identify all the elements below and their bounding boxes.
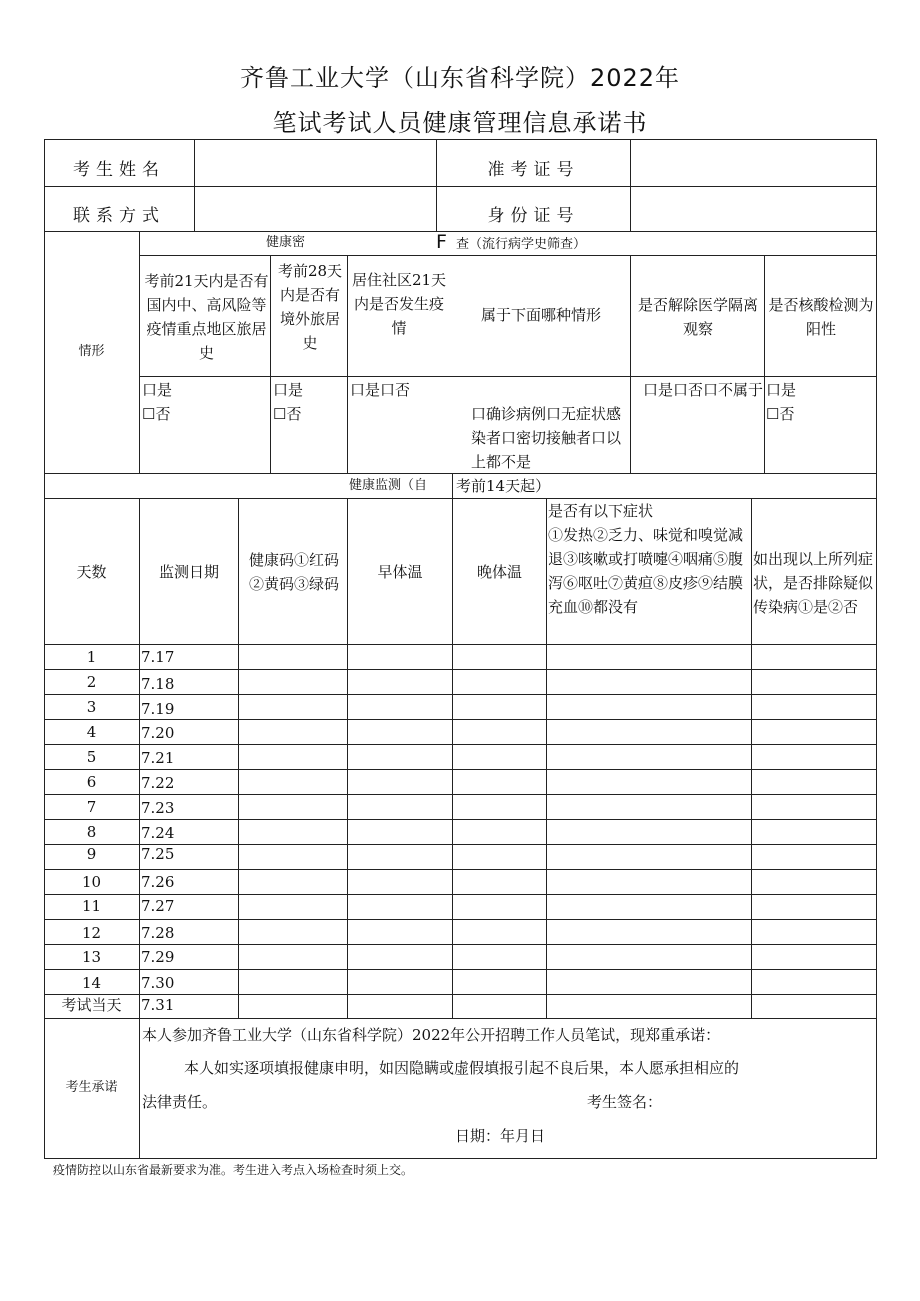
footnote: 疫情防控以山东省最新要求为准。考生进入考点入场检查时须上交。 [53,1163,414,1177]
id-number-label: 身份证号 [487,206,580,226]
question-domestic-travel: 考前21天内是否有国内中、高风险等疫情重点地区旅居史 [144,271,269,362]
question-quarantine-released: 是否解除医学隔离观察 [637,296,758,338]
header-morning-temp: 早体温 [377,562,423,581]
signature-label[interactable]: 考生签名： [587,1093,663,1111]
quarantine-options[interactable]: 口是口否口不属于 [643,381,764,399]
form-title-line1: 齐鲁工业大学（山东省科学院）2022年 [239,64,681,92]
nucleic-positive-yes-option[interactable]: 口是 [766,381,797,399]
row-date: 7.31 [141,996,175,1014]
header-evening-temp: 晚体温 [476,562,522,581]
question-overseas-travel: 考前28天内是否有境外旅居史 [277,262,343,352]
row-date: 7.20 [141,724,175,742]
question-community-outbreak: 居住社区21天内是否发生疫情 [351,271,447,337]
header-symptom-title: 是否有以下症状 [548,502,654,520]
row-day: 5 [86,748,97,766]
row-date: 7.28 [141,924,175,942]
health-banner-mark: F [436,231,447,253]
row-day: 10 [81,873,102,891]
row-day: 4 [86,723,97,741]
pledge-line2: 本人如实逐项填报健康申明，如因隐瞒或虚假填报引起不良后果，本人愿承担相应的 [184,1059,740,1077]
question-case-category: 属于下面哪种情形 [480,306,601,324]
row-day: 3 [86,698,97,716]
row-date: 7.22 [141,774,175,792]
pledge-line3: 法律责任。 [142,1093,218,1111]
row-date: 7.18 [141,675,175,693]
name-field[interactable] [195,140,436,186]
contact-field[interactable] [195,187,436,231]
health-banner-left: 健康密 [266,235,306,250]
domestic-travel-yes-option[interactable]: 口是 [142,381,173,399]
monitoring-banner-left: 健康监测（自 [349,478,428,493]
name-label: 考生姓名 [73,160,165,180]
situation-label: 情形 [78,344,105,359]
header-exclude-disease: 如出现以上所列症状，是否排除疑似传染病①是②否 [753,550,874,616]
overseas-travel-no-option[interactable]: ☐否 [273,405,302,423]
row-date: 7.17 [141,648,175,666]
id-number-field[interactable] [631,187,876,231]
row-date: 7.23 [141,799,175,817]
row-day: 1 [86,648,97,666]
row-date: 7.30 [141,974,175,992]
row-date: 7.27 [141,897,175,915]
row-day: 2 [86,673,97,691]
row-date: 7.26 [141,873,175,891]
row-date: 7.29 [141,948,175,966]
header-date: 监测日期 [158,562,219,581]
case-category-options[interactable]: 口确诊病例口无症状感染者口密切接触者口以上都不是 [471,405,622,471]
ticket-number-label: 准考证号 [487,160,580,180]
ticket-number-field[interactable] [631,140,876,186]
pledge-date-label[interactable]: 日期：年月日 [455,1127,546,1145]
row-day: 8 [86,823,97,841]
row-day: 14 [81,974,102,992]
question-nucleic-positive: 是否核酸检测为阳性 [768,296,874,338]
form-title-line2: 笔试考试人员健康管理信息承诺书 [272,109,648,137]
overseas-travel-yes-option[interactable]: 口是 [273,381,304,399]
domestic-travel-no-option[interactable]: ☐否 [142,405,171,423]
row-date: 7.21 [141,749,175,767]
header-health-code: 健康码①红码②黄码③绿码 [248,550,339,593]
row-day: 7 [86,798,97,816]
row-date: 7.19 [141,700,175,718]
row-day: 6 [86,773,97,791]
pledge-line1: 本人参加齐鲁工业大学（山东省科学院）2022年公开招聘工作人员笔试，现郑重承诺： [142,1026,721,1044]
contact-label: 联系方式 [73,206,165,226]
header-symptom-list: ①发热②乏力、味觉和嗅觉减退③咳嗽或打喷嚏④咽痛⑤腹泻⑥呕吐⑦黄疸⑧皮疹⑨结膜充血⑩都没有 [548,526,744,616]
row-date: 7.24 [141,824,175,842]
row-day: 13 [81,948,102,966]
row-day: 考试当天 [61,996,122,1014]
community-outbreak-options[interactable]: 口是口否 [350,381,411,399]
nucleic-positive-no-option[interactable]: ☐否 [766,405,795,423]
monitoring-banner-right: 考前14天起） [456,477,551,495]
header-day: 天数 [76,562,107,581]
pledge-label: 考生承诺 [65,1080,118,1095]
row-day: 9 [86,845,97,863]
health-banner-right: 查（流行病学史筛查） [456,237,587,252]
row-day: 11 [81,897,102,915]
row-day: 12 [81,924,102,942]
row-date: 7.25 [141,845,175,863]
